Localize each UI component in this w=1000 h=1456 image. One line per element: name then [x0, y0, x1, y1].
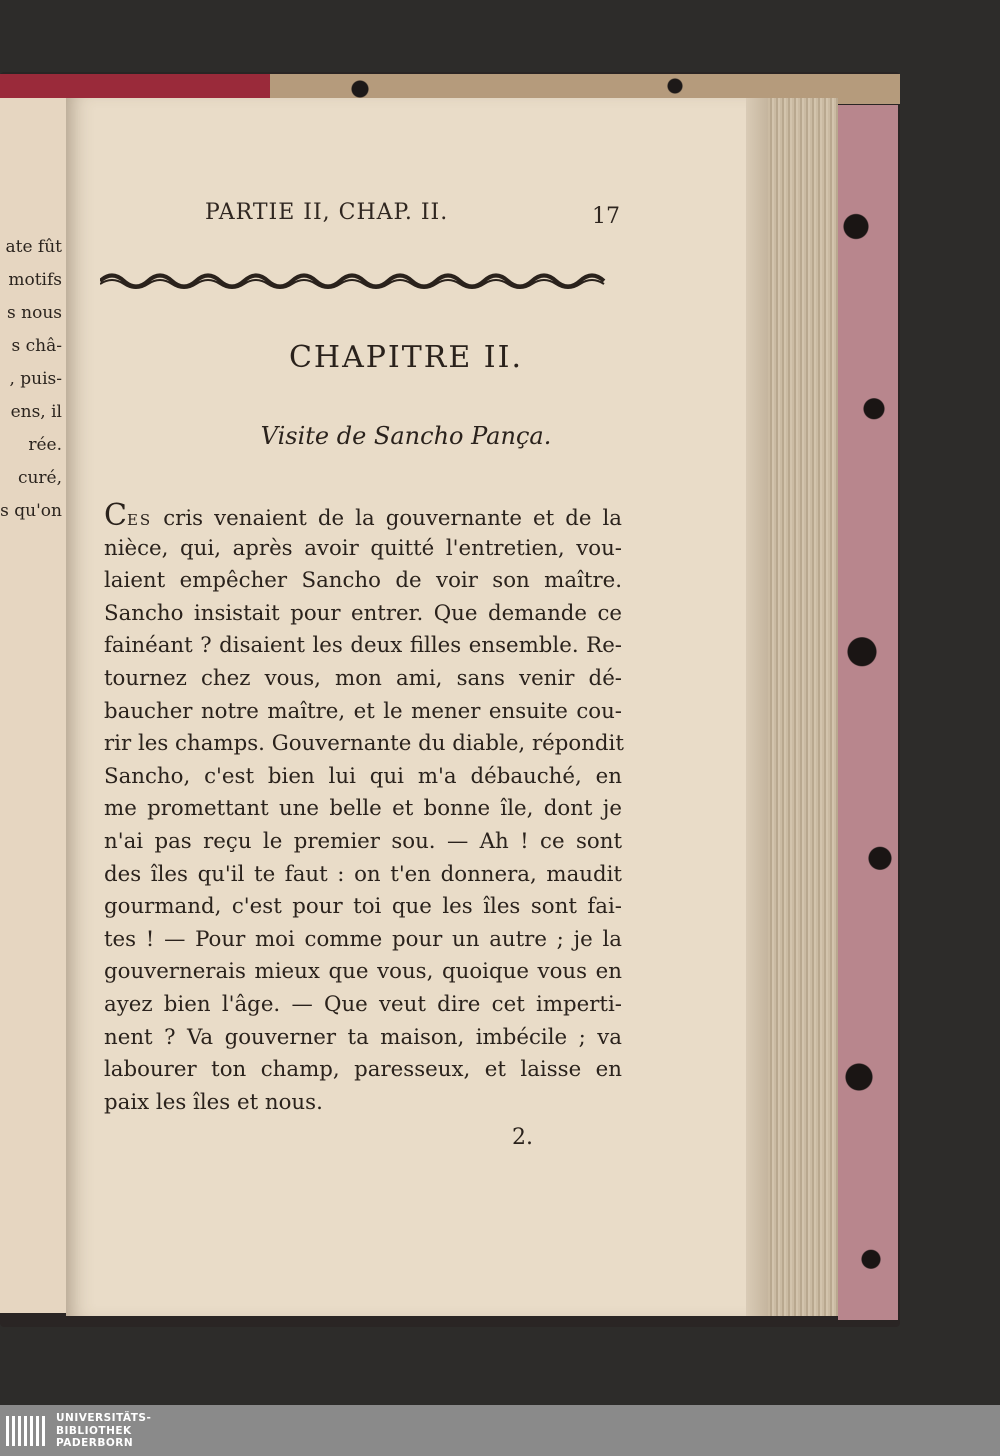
- running-head: PARTIE II, CHAP. II.: [205, 200, 449, 225]
- red-bookmark-ribbon: [0, 74, 270, 100]
- logo-line: PADERBORN: [56, 1437, 134, 1449]
- text-line: ayez bien l'âge. — Que veut dire cet imperti-: [104, 991, 622, 1017]
- text-line: gouvernerais mieux que vous, quoique vous en: [104, 959, 622, 985]
- logo-line: UNIVERSITÄTS-: [56, 1412, 152, 1424]
- text-line: gourmand, c'est pour toi que les îles sont fai-: [104, 894, 622, 920]
- left-page-line: ens, il: [10, 402, 62, 422]
- text-line: Sancho insistait pour entrer. Que demande ce: [104, 600, 622, 626]
- page-number: 17: [592, 204, 620, 229]
- left-page-line: rée.: [28, 435, 62, 455]
- text-line: tournez chez vous, mon ami, sans venir dé-: [104, 665, 622, 691]
- library-footer: [0, 1405, 1000, 1456]
- chapter-subtitle: Visite de Sancho Pança.: [260, 422, 552, 450]
- logo-line: BIBLIOTHEK: [56, 1424, 132, 1437]
- text-line: des îles qu'il te faut : on t'en donnera, maudit: [104, 861, 622, 887]
- left-page-line: s nous: [7, 303, 62, 323]
- left-page-line: , puis-: [9, 369, 62, 389]
- ornamental-rule: [100, 268, 610, 294]
- text-line: laient empêcher Sancho de voir son maître.: [104, 568, 622, 594]
- text-line: tes ! — Pour moi comme pour un autre ; je la: [104, 926, 622, 952]
- body-text: [104, 500, 622, 1119]
- text-line: n'ai pas reçu le premier sou. — Ah ! ce sont: [104, 828, 622, 854]
- left-page-line: s qu'on: [0, 501, 62, 521]
- chapter-title: CHAPITRE II.: [288, 340, 524, 375]
- left-page-line: s châ-: [11, 336, 62, 356]
- left-page-line: curé,: [17, 468, 62, 488]
- text-line: labourer ton champ, paresseux, et laisse en: [104, 1057, 622, 1083]
- text-line: rir les champs. Gouvernante du diable, répondit: [104, 731, 624, 757]
- left-page-fragment: [0, 98, 68, 1313]
- left-page-line: ate fût: [5, 237, 62, 257]
- text-line: Sancho, c'est bien lui qui m'a débauché, en: [104, 763, 622, 789]
- library-logo-icon: [6, 1412, 50, 1450]
- text-line: me promettant une belle et bonne île, dont je: [104, 796, 622, 822]
- text-line: [104, 500, 622, 533]
- marbled-cover-edge: [838, 105, 898, 1320]
- text-line: nièce, qui, après avoir quitté l'entretien, vou-: [104, 535, 622, 561]
- text-line: paix les îles et nous.: [104, 1089, 323, 1115]
- drop-cap-rest: ES: [126, 511, 153, 529]
- library-logo-text: [56, 1412, 151, 1450]
- left-page-line: motifs: [8, 270, 62, 290]
- page-fore-edge: [746, 98, 768, 1316]
- text-line: fainéant ? disaient les deux filles ensemble. Re-: [104, 633, 622, 659]
- drop-cap: C: [104, 498, 127, 533]
- text-line: nent ? Va gouverner ta maison, imbécile ; va: [104, 1024, 622, 1050]
- signature-mark: 2.: [512, 1125, 533, 1150]
- text-line: baucher notre maître, et le mener ensuite cou-: [104, 698, 622, 724]
- text-line-content: cris venaient de la gouvernante et de la: [152, 506, 622, 531]
